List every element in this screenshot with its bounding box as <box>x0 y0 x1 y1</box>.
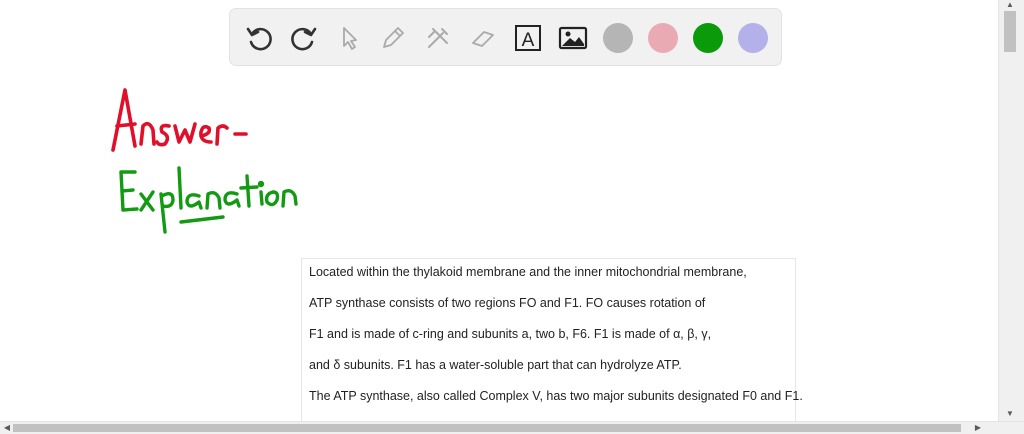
vertical-scrollbar[interactable] <box>998 0 1024 421</box>
undo-button[interactable] <box>243 22 275 54</box>
eraser-button[interactable] <box>467 22 499 54</box>
pen-icon <box>378 23 408 53</box>
drawing-toolbar <box>229 8 782 66</box>
horizontal-scrollbar[interactable] <box>0 421 1024 434</box>
tools-button[interactable] <box>422 22 454 54</box>
undo-icon <box>244 23 274 53</box>
pointer-icon <box>334 23 364 53</box>
answer-text-box[interactable] <box>301 258 803 428</box>
pointer-button[interactable] <box>333 22 365 54</box>
scroll-down-arrow-icon[interactable]: ▼ <box>1006 409 1014 418</box>
horizontal-scroll-thumb[interactable] <box>13 424 961 432</box>
color-swatch-gray[interactable] <box>603 23 633 53</box>
handwritten-answer <box>105 80 255 155</box>
svg-text:A: A <box>521 30 535 51</box>
image-icon <box>558 23 588 53</box>
color-swatch-lavender[interactable] <box>738 23 768 53</box>
scroll-up-arrow-icon[interactable]: ▲ <box>1006 0 1014 9</box>
color-swatch-green[interactable] <box>693 23 723 53</box>
redo-button[interactable] <box>288 22 320 54</box>
pen-button[interactable] <box>377 22 409 54</box>
text-line: ATP synthase consists of two regions FO and F1. FO causes rotation of <box>309 296 706 310</box>
tools-icon <box>423 23 453 53</box>
handwritten-explanation <box>115 162 305 237</box>
text-line: Located within the thylakoid membrane and the inner mitochondrial membrane, <box>309 265 747 279</box>
vertical-scroll-thumb[interactable] <box>1004 11 1016 52</box>
redo-icon <box>289 23 319 53</box>
text-line: The ATP synthase, also called Complex V, has two major subunits designated F0 and F1. <box>309 389 803 403</box>
text-tool-button[interactable] <box>512 22 544 54</box>
image-button[interactable] <box>557 22 589 54</box>
scroll-right-arrow-icon[interactable]: ▶ <box>974 423 982 432</box>
text-line: and δ subunits. F1 has a water-soluble part that can hydrolyze ATP. <box>309 358 682 372</box>
text-tool-icon <box>513 23 543 53</box>
text-line: F1 and is made of c-ring and subunits a, two b, F6. F1 is made of α, β, γ, <box>309 327 712 341</box>
color-swatch-pink[interactable] <box>648 23 678 53</box>
scroll-left-arrow-icon[interactable]: ◀ <box>3 423 11 432</box>
eraser-icon <box>468 23 498 53</box>
